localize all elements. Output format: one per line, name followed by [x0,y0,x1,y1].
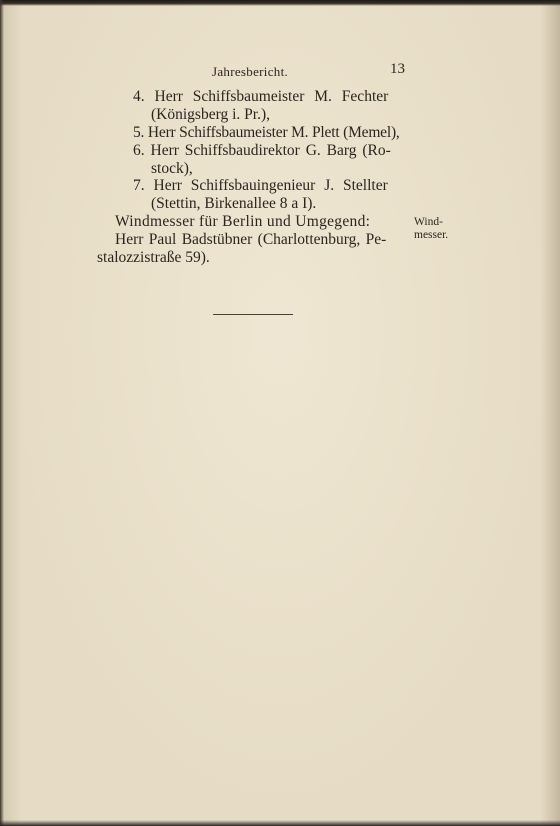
page-bottom-shadow [0,820,560,826]
page-top-shadow [0,0,560,6]
list-item-7-continuation: (Stettin, Birkenallee 8 a I). [151,195,317,212]
windmesser-heading-line: Windmesser für Berlin und Umgegend: [115,213,371,230]
list-item-6: 6. Herr Schiffsbaudirektor G. Barg (Ro- [133,142,391,159]
windmesser-address-line: stalozzistraße 59). [97,249,210,266]
page-number: 13 [390,61,405,77]
list-item-4: 4. Herr Schiffsbaumeister M. Fechter [133,88,389,105]
list-item-7: 7. Herr Schiffsbauingenieur J. Stellter [133,177,388,194]
section-end-rule [213,314,293,315]
list-item-4-continuation: (Königsberg i. Pr.), [151,106,270,123]
margin-note-line-1: Wind- [414,216,443,228]
list-item-6-continuation: stock), [151,160,193,177]
running-title: Jahresbericht. [212,64,289,79]
margin-note [414,216,474,242]
running-header [205,60,405,80]
windmesser-person-line: Herr Paul Badstübner (Charlottenburg, Pe- [115,231,387,248]
page-left-shadow [0,0,4,826]
list-item-5: 5. Herr Schiffsbaumeister M. Plett (Memel), [133,124,400,141]
margin-note-line-2: messer. [414,229,449,241]
